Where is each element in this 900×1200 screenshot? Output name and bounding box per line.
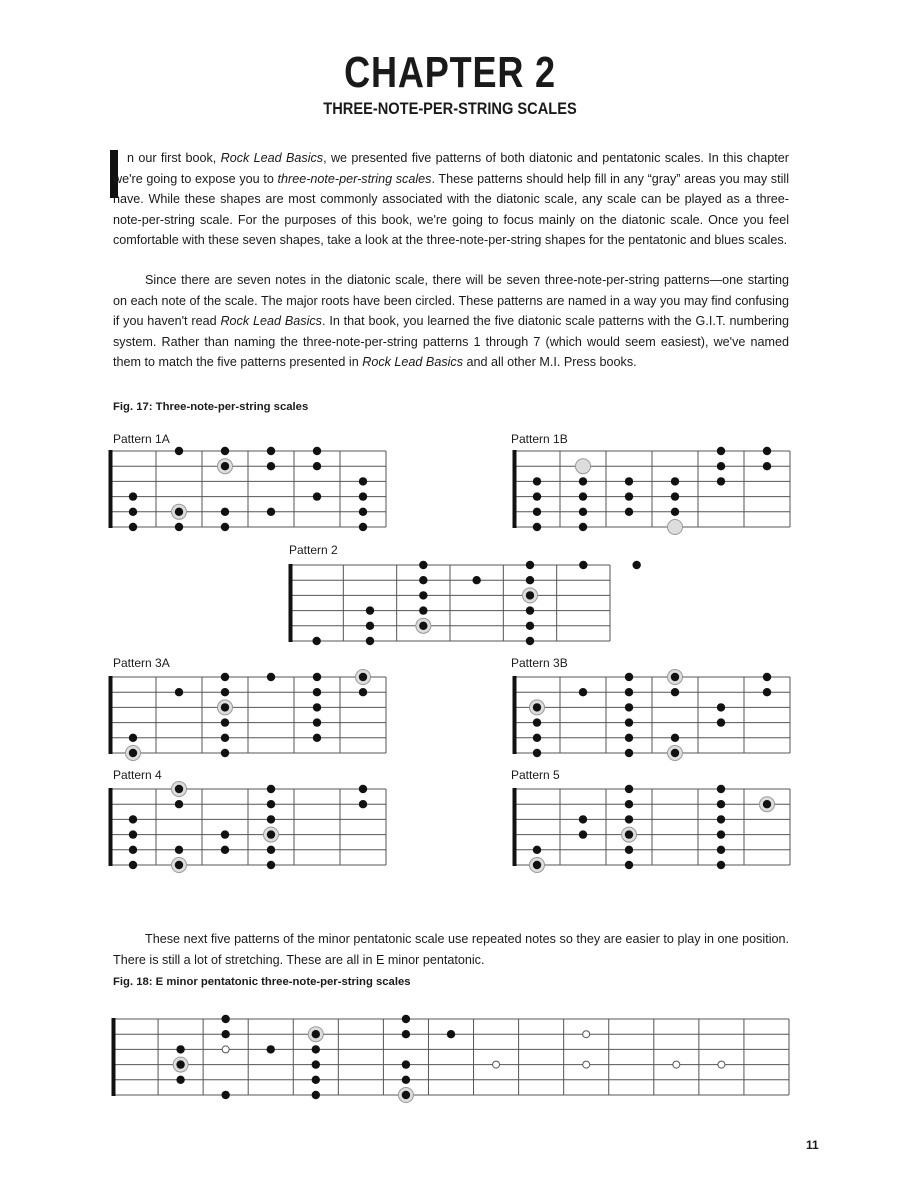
note-dot	[313, 718, 321, 726]
note-dot	[312, 1045, 320, 1053]
nut-bar	[109, 450, 113, 528]
note-dot	[717, 718, 725, 726]
note-dot	[671, 749, 679, 757]
note-dot	[533, 508, 541, 516]
nut-bar	[513, 450, 517, 528]
book-title-ref-3: Rock Lead Basics	[362, 355, 464, 370]
note-dot	[267, 462, 275, 470]
paragraph-intro-text: n our first book,	[127, 151, 221, 165]
note-dot-open	[222, 1046, 229, 1053]
note-dot	[763, 673, 771, 681]
paragraph-patterns-text: Since there are seven notes in the diatonic scale, there will be seven three-note-per-string patterns—one starting on each note of the scale. The major roots have been circled. These patterns are named in a way you may find confusing if you haven't read	[113, 273, 789, 329]
note-dot	[671, 508, 679, 516]
note-dot	[717, 830, 725, 838]
note-dot	[526, 591, 534, 599]
note-dot	[176, 1076, 184, 1084]
note-dot	[579, 523, 587, 531]
fretboard-pattern-4	[110, 789, 386, 865]
fretboard-pattern-1b	[514, 451, 790, 527]
note-dot	[175, 846, 183, 854]
note-dot	[175, 688, 183, 696]
note-dot	[579, 830, 587, 838]
note-dot	[402, 1091, 410, 1099]
note-dot	[763, 447, 771, 455]
chapter-subtitle: THREE-NOTE-PER-STRING SCALES	[323, 99, 577, 118]
note-dot	[717, 703, 725, 711]
note-dot	[313, 688, 321, 696]
note-dot	[419, 576, 427, 584]
note-dot	[312, 637, 320, 645]
note-dot	[717, 800, 725, 808]
note-dot	[359, 523, 367, 531]
fretboard-pentatonic-long	[113, 1019, 789, 1095]
note-dot	[313, 462, 321, 470]
note-dot	[312, 1076, 320, 1084]
note-dot	[625, 477, 633, 485]
note-dot	[632, 561, 640, 569]
note-dot	[763, 462, 771, 470]
note-dot	[671, 492, 679, 500]
nut-bar	[109, 788, 113, 866]
note-dot	[267, 815, 275, 823]
fretboard-pattern-3b	[514, 677, 790, 753]
note-dot	[402, 1030, 410, 1038]
note-dot	[129, 861, 137, 869]
note-dot	[717, 815, 725, 823]
note-dot-open	[718, 1061, 725, 1068]
nut-bar	[513, 676, 517, 754]
note-dot	[533, 492, 541, 500]
paragraph-patterns	[113, 270, 789, 373]
note-dot	[533, 703, 541, 711]
note-dot	[175, 508, 183, 516]
note-dot	[359, 477, 367, 485]
note-dot	[267, 508, 275, 516]
note-dot	[221, 1091, 229, 1099]
note-dot	[129, 523, 137, 531]
note-dot	[359, 785, 367, 793]
note-dot	[313, 447, 321, 455]
note-dot	[419, 606, 427, 614]
note-dot	[221, 523, 229, 531]
fig18-caption: Fig. 18: E minor pentatonic three-note-per-string scales	[113, 976, 411, 988]
note-dot	[221, 734, 229, 742]
note-dot	[625, 815, 633, 823]
note-dot	[763, 800, 771, 808]
note-dot	[175, 861, 183, 869]
note-dot	[221, 1030, 229, 1038]
nut-bar	[289, 564, 293, 642]
note-dot	[717, 861, 725, 869]
note-dot	[366, 622, 374, 630]
note-dot	[175, 785, 183, 793]
note-dot	[267, 861, 275, 869]
note-dot	[526, 606, 534, 614]
note-dot	[533, 846, 541, 854]
note-dot	[419, 561, 427, 569]
note-dot	[625, 688, 633, 696]
note-dot	[221, 1015, 229, 1023]
fretboard-pattern-5	[514, 789, 790, 865]
note-dot	[717, 477, 725, 485]
pattern-3b-label: Pattern 3B	[511, 656, 568, 670]
note-dot	[267, 785, 275, 793]
note-dot	[129, 734, 137, 742]
nut-bar	[112, 1018, 116, 1096]
note-dot-open	[673, 1061, 680, 1068]
note-dot	[625, 734, 633, 742]
note-dot	[625, 749, 633, 757]
pattern-2-label: Pattern 2	[289, 543, 338, 557]
note-dot	[625, 508, 633, 516]
note-dot	[671, 734, 679, 742]
note-dot	[533, 718, 541, 726]
note-dot	[402, 1076, 410, 1084]
note-dot	[625, 703, 633, 711]
fretboard-pattern-2	[290, 565, 610, 641]
note-dot	[221, 508, 229, 516]
note-dot	[472, 576, 480, 584]
note-dot	[176, 1045, 184, 1053]
note-dot	[671, 673, 679, 681]
note-dot	[221, 703, 229, 711]
note-dot	[359, 508, 367, 516]
note-dot	[175, 523, 183, 531]
note-dot	[526, 576, 534, 584]
note-dot	[267, 1045, 275, 1053]
book-title-ref-2: Rock Lead Basics	[220, 314, 322, 329]
note-dot	[366, 606, 374, 614]
note-dot	[313, 673, 321, 681]
note-dot	[625, 785, 633, 793]
note-dot	[717, 846, 725, 854]
note-dot	[267, 800, 275, 808]
note-dot	[267, 447, 275, 455]
note-dot	[221, 462, 229, 470]
note-dot	[625, 861, 633, 869]
note-dot	[129, 749, 137, 757]
note-dot	[313, 492, 321, 500]
note-dot	[533, 734, 541, 742]
note-dot	[579, 508, 587, 516]
note-dot	[359, 688, 367, 696]
note-dot	[671, 688, 679, 696]
note-dot	[221, 447, 229, 455]
note-dot	[366, 637, 374, 645]
note-dot	[129, 846, 137, 854]
note-dot	[221, 718, 229, 726]
note-dot	[129, 815, 137, 823]
note-dot	[579, 477, 587, 485]
three-note-term: three-note-per-string scales	[277, 171, 432, 186]
fretboard-pattern-3a	[110, 677, 386, 753]
note-dot	[625, 800, 633, 808]
note-dot	[419, 591, 427, 599]
note-dot	[221, 673, 229, 681]
note-dot	[129, 830, 137, 838]
note-dot-open	[583, 1031, 590, 1038]
root-halo	[576, 459, 591, 474]
note-dot	[402, 1015, 410, 1023]
note-dot	[312, 1060, 320, 1068]
pattern-5-label: Pattern 5	[511, 768, 560, 782]
note-dot	[533, 523, 541, 531]
note-dot	[526, 637, 534, 645]
note-dot	[267, 673, 275, 681]
note-dot	[313, 734, 321, 742]
pattern-1b-label: Pattern 1B	[511, 432, 568, 446]
note-dot	[175, 800, 183, 808]
note-dot	[579, 688, 587, 696]
paragraph-intro	[113, 148, 789, 251]
note-dot	[359, 492, 367, 500]
root-halo	[668, 520, 683, 535]
note-dot	[359, 800, 367, 808]
fretboard-pattern-1a	[110, 451, 386, 527]
nut-bar	[513, 788, 517, 866]
note-dot	[526, 561, 534, 569]
note-dot	[579, 561, 587, 569]
note-dot	[312, 1091, 320, 1099]
book-title-ref: Rock Lead Basics	[220, 151, 324, 165]
note-dot	[533, 861, 541, 869]
note-dot	[625, 718, 633, 726]
note-dot	[129, 492, 137, 500]
note-dot	[221, 688, 229, 696]
note-dot	[625, 830, 633, 838]
note-dot	[313, 703, 321, 711]
note-dot	[579, 492, 587, 500]
note-dot	[579, 815, 587, 823]
paragraph-pentatonic: These next five patterns of the minor pentatonic scale use repeated notes so they are easier to play in one position. There is still a lot of stretching. These are all in E minor pentatonic.	[113, 932, 789, 967]
note-dot	[447, 1030, 455, 1038]
pattern-3a-label: Pattern 3A	[113, 656, 170, 670]
note-dot	[312, 1030, 320, 1038]
note-dot	[221, 846, 229, 854]
note-dot	[717, 785, 725, 793]
chapter-title: CHAPTER 2	[344, 48, 556, 97]
note-dot	[129, 508, 137, 516]
note-dot	[763, 688, 771, 696]
note-dot	[221, 830, 229, 838]
note-dot	[359, 673, 367, 681]
page-number: 11	[806, 1138, 819, 1152]
note-dot	[526, 622, 534, 630]
fig17-caption: Fig. 17: Three-note-per-string scales	[113, 401, 309, 413]
note-dot-open	[493, 1061, 500, 1068]
note-dot	[533, 749, 541, 757]
paragraph-intro-text-3: . These patterns should help fill in any “gray” areas you may still have. While these shapes are most commonly associated with the diatonic scale, any scale can be played as a three-note-per-string scale. For the purposes of this book, we're going to focus mainly on the diatonic scale. Once you feel comfortable with these seven shapes, take a look at the three-note-per-string shapes for the pentatonic and blues scales.	[113, 171, 789, 248]
paragraph-patterns-text-3: and all other M.I. Press books.	[463, 355, 637, 370]
note-dot	[717, 447, 725, 455]
paragraph-patterns-text-2: . In that book, you learned the five diatonic scale patterns with the G.I.T. numbering system. Rather than naming the three-note-per-string patterns 1 through 7 (which would seem easiest), we've named them to match the five patterns presented in	[113, 314, 789, 370]
note-dot	[175, 447, 183, 455]
nut-bar	[109, 676, 113, 754]
note-dot	[419, 622, 427, 630]
note-dot	[625, 492, 633, 500]
note-dot	[176, 1060, 184, 1068]
pattern-4-label: Pattern 4	[113, 768, 162, 782]
note-dot	[402, 1060, 410, 1068]
note-dot	[671, 477, 679, 485]
note-dot-open	[583, 1061, 590, 1068]
pattern-1a-label: Pattern 1A	[113, 432, 170, 446]
note-dot	[221, 749, 229, 757]
note-dot	[533, 477, 541, 485]
note-dot	[717, 462, 725, 470]
note-dot	[267, 846, 275, 854]
paragraph-intro-text-2: , we presented five patterns of both diatonic and pentatonic scales. In this chapter we're going to expose you to	[113, 151, 789, 186]
note-dot	[625, 673, 633, 681]
note-dot	[267, 830, 275, 838]
note-dot	[625, 846, 633, 854]
